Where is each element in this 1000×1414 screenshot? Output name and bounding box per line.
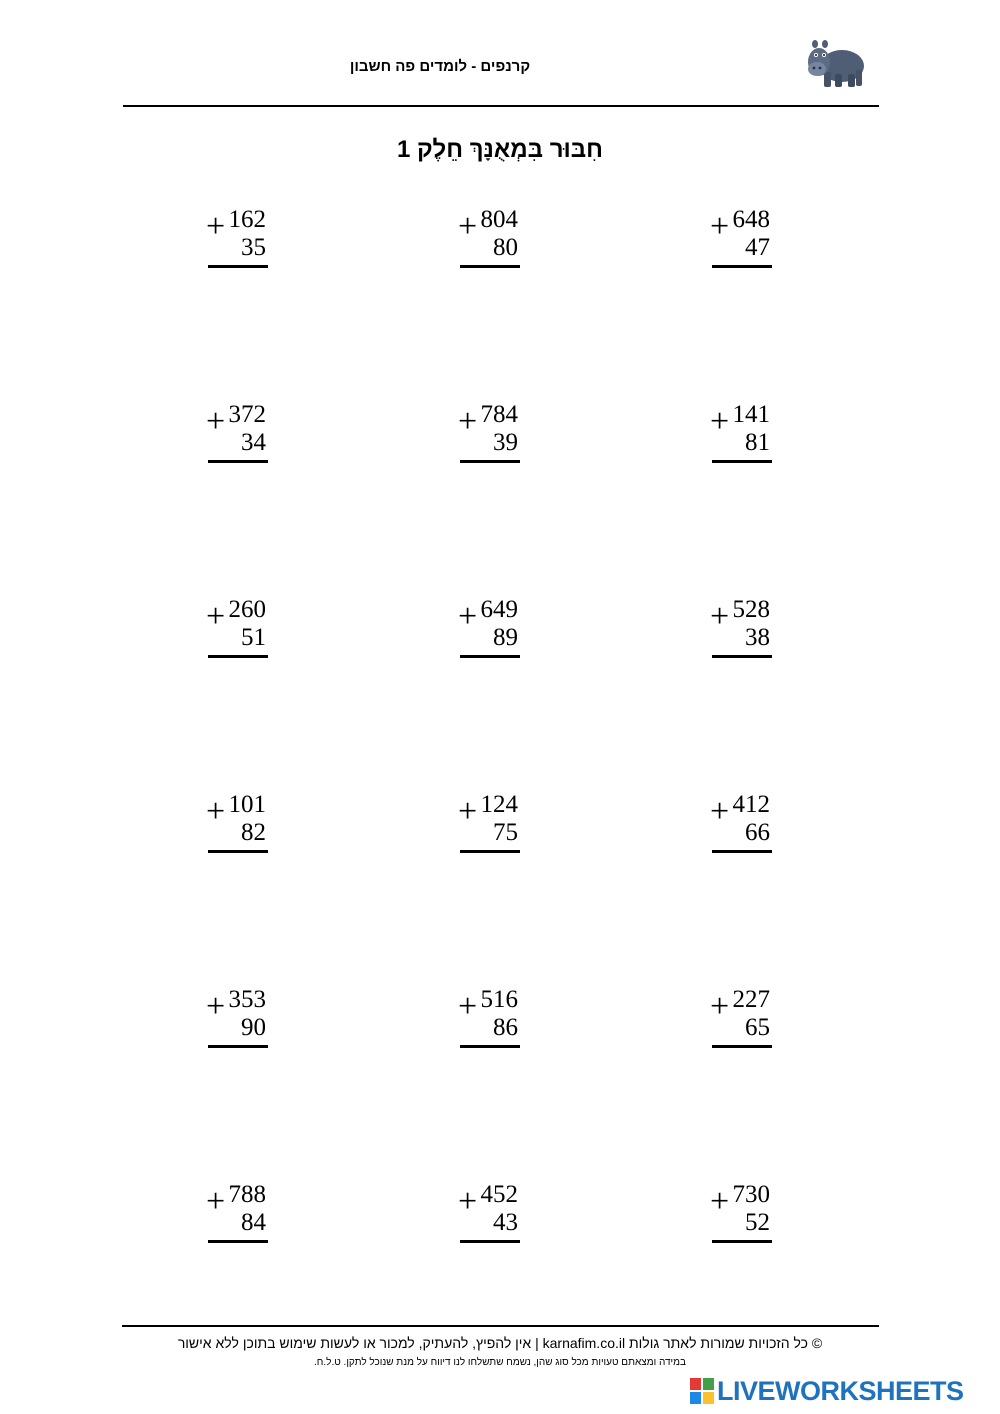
addend-top: 141 bbox=[732, 401, 770, 428]
answer-line bbox=[460, 850, 520, 853]
answer-line bbox=[208, 1240, 268, 1243]
addend-bottom: 90 bbox=[241, 1014, 266, 1041]
addend-top: 784 bbox=[480, 401, 518, 428]
answer-line bbox=[460, 1045, 520, 1048]
answer-line bbox=[208, 655, 268, 658]
liveworksheets-logo-icon bbox=[690, 1378, 714, 1404]
addend-top: 162 bbox=[228, 206, 266, 233]
addend-bottom: 66 bbox=[745, 819, 770, 846]
answer-line bbox=[712, 850, 772, 853]
addend-top: 452 bbox=[480, 1181, 518, 1208]
answer-line bbox=[208, 1045, 268, 1048]
plus-sign: + bbox=[710, 598, 730, 635]
plus-sign: + bbox=[206, 403, 226, 440]
addend-top: 260 bbox=[228, 596, 266, 623]
addend-bottom: 47 bbox=[745, 234, 770, 261]
plus-sign: + bbox=[458, 793, 478, 830]
problem bbox=[710, 986, 776, 1048]
addend-bottom: 65 bbox=[745, 1014, 770, 1041]
plus-sign: + bbox=[458, 208, 478, 245]
problem bbox=[206, 791, 272, 853]
addend-top: 730 bbox=[732, 1181, 770, 1208]
plus-sign: + bbox=[710, 1183, 730, 1220]
addend-bottom: 75 bbox=[493, 819, 518, 846]
plus-sign: + bbox=[710, 208, 730, 245]
plus-sign: + bbox=[458, 1183, 478, 1220]
problem bbox=[458, 401, 524, 463]
plus-sign: + bbox=[458, 988, 478, 1025]
plus-sign: + bbox=[206, 1183, 226, 1220]
addend-top: 528 bbox=[732, 596, 770, 623]
header-divider bbox=[123, 105, 879, 107]
addend-bottom: 84 bbox=[241, 1209, 266, 1236]
addend-bottom: 38 bbox=[745, 624, 770, 651]
answer-line bbox=[460, 655, 520, 658]
hippo-icon bbox=[806, 36, 868, 90]
addend-bottom: 81 bbox=[745, 429, 770, 456]
problem bbox=[206, 206, 272, 268]
footer-copyright: © כל הזכויות שמורות לאתר גולות karnafim.co.il | אין להפיץ, להעתיק, למכור או לעשות שימוש בתוכן ללא אישור bbox=[177, 1335, 823, 1351]
addend-top: 649 bbox=[480, 596, 518, 623]
plus-sign: + bbox=[458, 598, 478, 635]
problem bbox=[206, 1181, 272, 1243]
addend-top: 788 bbox=[228, 1181, 266, 1208]
problem bbox=[458, 596, 524, 658]
addend-bottom: 80 bbox=[493, 234, 518, 261]
addend-bottom: 86 bbox=[493, 1014, 518, 1041]
problem bbox=[458, 986, 524, 1048]
header-title: קרנפים - לומדים פה חשבון bbox=[349, 58, 531, 75]
addend-bottom: 39 bbox=[493, 429, 518, 456]
answer-line bbox=[460, 265, 520, 268]
problem bbox=[710, 1181, 776, 1243]
addend-bottom: 89 bbox=[493, 624, 518, 651]
addend-bottom: 82 bbox=[241, 819, 266, 846]
page-title: חִבּוּר בִּמְאֻנָּךְ חֵלֶק 1 bbox=[397, 136, 603, 163]
addend-top: 101 bbox=[228, 791, 266, 818]
addend-top: 372 bbox=[228, 401, 266, 428]
plus-sign: + bbox=[206, 793, 226, 830]
plus-sign: + bbox=[458, 403, 478, 440]
problem bbox=[206, 986, 272, 1048]
problem bbox=[710, 401, 776, 463]
answer-line bbox=[208, 460, 268, 463]
footer-divider bbox=[122, 1325, 879, 1327]
footer-note: במידה ומצאתם טעויות מכל סוג שהן, נשמח שתשלחו לנו דיווח על מנת שנוכל לתקן. ט.ל.ח. bbox=[314, 1357, 686, 1368]
addend-bottom: 35 bbox=[241, 234, 266, 261]
addend-bottom: 51 bbox=[241, 624, 266, 651]
plus-sign: + bbox=[710, 988, 730, 1025]
addend-bottom: 34 bbox=[241, 429, 266, 456]
problem bbox=[710, 206, 776, 268]
addend-top: 648 bbox=[732, 206, 770, 233]
answer-line bbox=[712, 265, 772, 268]
answer-line bbox=[208, 850, 268, 853]
problem bbox=[710, 596, 776, 658]
addend-bottom: 43 bbox=[493, 1209, 518, 1236]
answer-line bbox=[712, 460, 772, 463]
answer-line bbox=[460, 1240, 520, 1243]
plus-sign: + bbox=[206, 208, 226, 245]
liveworksheets-wordmark: LIVEWORKSHEETS bbox=[717, 1376, 964, 1406]
answer-line bbox=[712, 1240, 772, 1243]
problem bbox=[458, 206, 524, 268]
liveworksheets-brand[interactable] bbox=[690, 1375, 990, 1407]
problem bbox=[458, 791, 524, 853]
plus-sign: + bbox=[710, 403, 730, 440]
addend-top: 804 bbox=[480, 206, 518, 233]
addend-top: 227 bbox=[732, 986, 770, 1013]
answer-line bbox=[208, 265, 268, 268]
plus-sign: + bbox=[206, 598, 226, 635]
addend-bottom: 52 bbox=[745, 1209, 770, 1236]
plus-sign: + bbox=[206, 988, 226, 1025]
problem bbox=[206, 401, 272, 463]
problem bbox=[458, 1181, 524, 1243]
problem bbox=[206, 596, 272, 658]
answer-line bbox=[460, 460, 520, 463]
addend-top: 516 bbox=[480, 986, 518, 1013]
addend-top: 353 bbox=[228, 986, 266, 1013]
answer-line bbox=[712, 1045, 772, 1048]
problem bbox=[710, 791, 776, 853]
plus-sign: + bbox=[710, 793, 730, 830]
addend-top: 412 bbox=[732, 791, 770, 818]
answer-line bbox=[712, 655, 772, 658]
addend-top: 124 bbox=[480, 791, 518, 818]
